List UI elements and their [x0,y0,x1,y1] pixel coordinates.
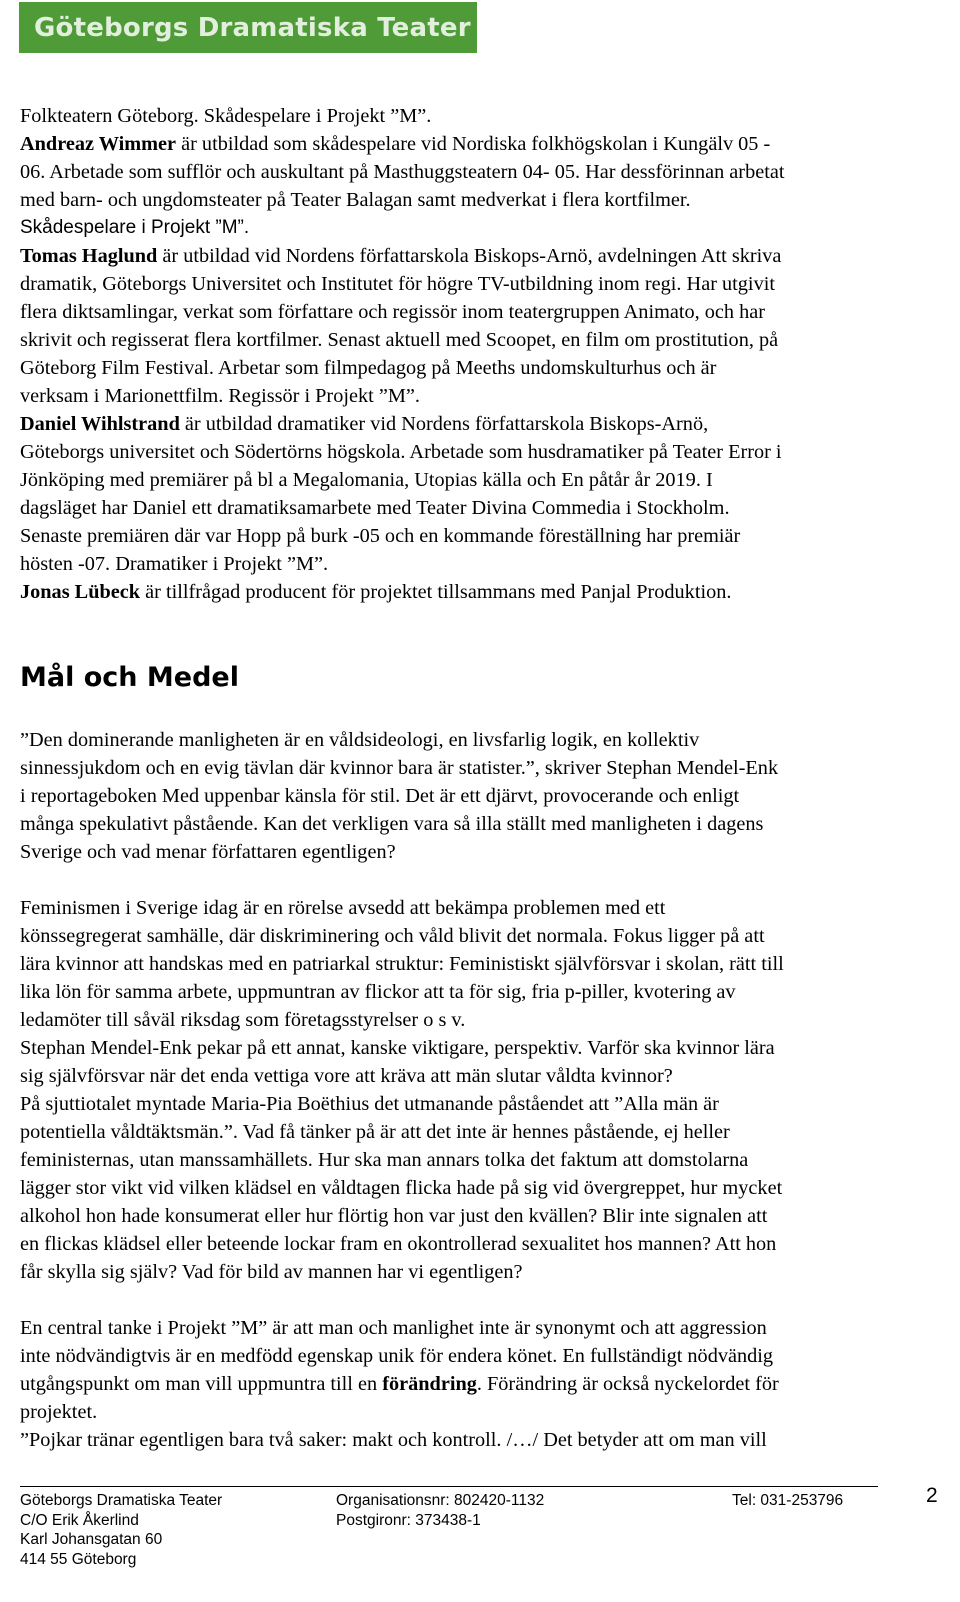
paragraph-line: en flickas klädsel eller beteende lockar fram en okontrollerad sexualitet hos mannen? Att hon [20,1233,777,1255]
paragraph-line: projektet. [20,1401,98,1423]
footer-contact [732,1491,843,1511]
paragraph-line: ”Pojkar tränar egentligen bara två saker: makt och kontroll. /…/ Det betyder att om man vill [20,1429,767,1451]
bio-line: Jönköping med premiärer på bl a Megalomania, Utopias källa och En påtår år 2019. I [20,469,713,491]
paragraph-line: i reportageboken Med uppenbar känsla för stil. Det är ett djärvt, provocerande och enligt [20,785,740,807]
paragraph-line: alkohol hon hade konsumerat eller hur flörtig hon var just den kvällen? Blir inte signalen att [20,1205,768,1227]
footer-line: 414 55 Göteborg [20,1550,137,1568]
footer-line: Organisationsnr: 802420-1132 [336,1492,545,1509]
bios-block [20,102,946,606]
paragraph-line: lära kvinnor att handskas med en patriarkal struktur: Feministiskt självförsvar i skolan, rätt till [20,953,784,975]
footer-line: Karl Johansgatan 60 [20,1531,163,1548]
emphasis-word: förändring [382,1373,477,1395]
footer-phone: Tel: 031-253796 [732,1492,844,1509]
bio-name: Daniel Wihlstrand [20,413,180,435]
paragraph-line: könssegregerat samhälle, där diskriminering och våld blivit det normala. Fokus ligger på att [20,925,765,947]
footer-line: Postgironr: 373438-1 [336,1511,481,1529]
paragraph-line: sig självförsvar när det enda vettiga vore att kräva att män slutar våldta kvinnor? [20,1065,673,1087]
bio-line: 06. Arbetade som sufflör och auskultant på Masthuggsteatern 04- 05. Har dessförinnan arbetat [20,161,785,183]
paragraph-line: många spekulativt påstående. Kan det verkligen vara så illa ställt med manligheten i dagens [20,813,764,835]
bio-line: flera diktsamlingar, verkat som författare och regissör inom teatergruppen Animato, och har [20,301,766,323]
paragraph-2 [20,894,946,1286]
paragraph-3 [20,1314,946,1454]
paragraph-line: Stephan Mendel-Enk pekar på ett annat, kanske viktigare, perspektiv. Varför ska kvinnor lära [20,1037,775,1059]
bio-line: skrivit och regisserat flera kortfilmer. Senast aktuell med Scoopet, en film om prostitution, på [20,329,779,351]
footer-line: C/O Erik Åkerlind [20,1511,139,1529]
bio-line: hösten -07. Dramatiker i Projekt ”M”. [20,553,329,575]
bio-line: Göteborgs universitet och Södertörns högskola. Arbetade som husdramatiker på Teater Error i [20,441,782,463]
paragraph-line: utgångspunkt om man vill uppmuntra till en förändring. Förändring är också nyckelordet för [20,1373,779,1395]
bio-line: Senaste premiären där var Hopp på burk -05 och en kommande föreställning har premiär [20,525,741,547]
organization-logo-text: Göteborgs Dramatiska Teater [34,12,471,43]
paragraph-line: lika lön för samma arbete, uppmuntran av flickor att ta för sig, fria p-piller, kvotering av [20,981,736,1003]
paragraph-line: potentiella våldtäktsmän.”. Vad få tänker på är att det inte är hennes påstående, ej heller [20,1121,730,1143]
paragraph-line: sinnessjukdom och en evig tävlan där kvinnor bara är statister.”, skriver Stephan Mendel-Enk [20,757,779,779]
paragraph-line: En central tanke i Projekt ”M” är att man och manlighet inte är synonymt och att aggression [20,1317,767,1339]
paragraph-line: feministernas, utan manssamhällets. Hur ska man annars tolka det faktum att domstolarna [20,1149,749,1171]
bio-line: Jonas Lübeck är tillfrågad producent för projektet tillsammans med Panjal Produktion. [20,581,732,603]
bio-line: verksam i Marionettfilm. Regissör i Projekt ”M”. [20,385,420,407]
paragraph-line: inte nödvändigtvis är en medfödd egenskap unik för endera könet. En fullständigt nödvändig [20,1345,774,1367]
paragraph-line: Feminismen i Sverige idag är en rörelse avsedd att bekämpa problemen med ett [20,897,666,919]
bio-line: Göteborg Film Festival. Arbetar som filmpedagog på Meeths undomskulturhus och är [20,357,717,379]
paragraph-line: På sjuttiotalet myntade Maria-Pia Boëthius det utmanande påståendet att ”Alla män är [20,1093,719,1115]
bio-line: Skådespelare i Projekt ”M”. [20,217,250,238]
paragraph-line: ”Den dominerande manligheten är en våldsideologi, en livsfarlig logik, en kollektiv [20,729,700,751]
bio-line: dramatik, Göteborgs Universitet och Institutet för högre TV-utbildning inom regi. Har utgivit [20,273,775,295]
paragraph-line: Sverige och vad menar författaren egentligen? [20,841,396,863]
paragraph-line: ledamöter till såväl riksdag som företagsstyrelser o s v. [20,1009,466,1031]
footer-divider [20,1486,878,1487]
page-number: 2 [926,1484,938,1507]
paragraph-line: får skylla sig själv? Vad för bild av mannen har vi egentligen? [20,1261,523,1283]
section-heading: Mål och Medel [20,662,239,693]
paragraph-line: lägger stor vikt vid vilken klädsel en våldtagen flicka hade på sig vid övergreppet, hur mycket [20,1177,783,1199]
footer-line: Göteborgs Dramatiska Teater [20,1492,223,1509]
bio-line: Folkteatern Göteborg. Skådespelare i Projekt ”M”. [20,105,432,127]
footer-registration [336,1491,544,1530]
bio-name: Jonas Lübeck [20,581,141,603]
bio-line: Daniel Wihlstrand är utbildad dramatiker vid Nordens författarskola Biskops-Arnö, [20,413,709,435]
header-banner [19,2,477,53]
paragraph-1 [20,726,946,866]
bio-line: Andreaz Wimmer är utbildad som skådespelare vid Nordiska folkhögskolan i Kungälv 05 - [20,133,771,155]
bio-line: Tomas Haglund är utbildad vid Nordens författarskola Biskops-Arnö, avdelningen Att skriva [20,245,782,267]
bio-line: med barn- och ungdomsteater på Teater Balagan samt medverkat i flera kortfilmer. [20,189,691,211]
bio-name: Andreaz Wimmer [20,133,177,155]
bio-line: dagsläget har Daniel ett dramatiksamarbete med Teater Divina Commedia i Stockholm. [20,497,730,519]
footer-address [20,1491,222,1569]
bio-name: Tomas Haglund [20,245,158,267]
